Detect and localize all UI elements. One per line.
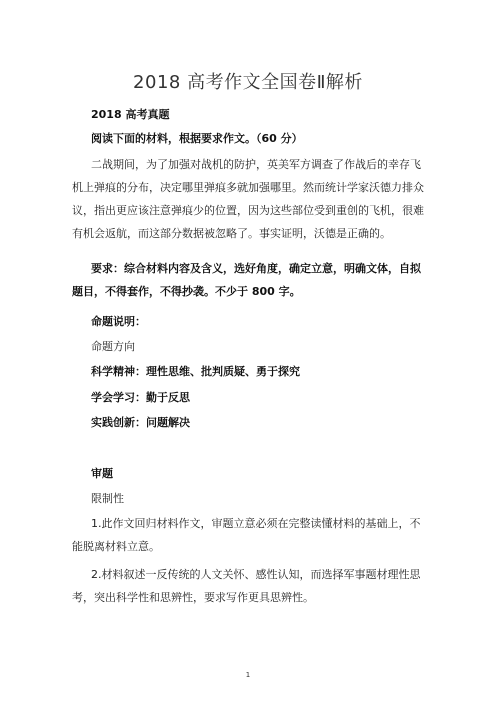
instruction-line: 阅读下面的材料，根据要求作文。（60 分） [91, 132, 303, 145]
science-spirit-line: 科学精神：理性思维、批判质疑、勇于探究 [91, 365, 300, 378]
review-heading: 审题 [91, 467, 113, 480]
requirement-paragraph: 要求：综合材料内容及含义，选好角度，确定立意，明确文体，自拟题目，不得套作，不得抄袭。不少于 800 字。 [72, 262, 421, 298]
direction-label: 命题方向 [91, 340, 135, 353]
section-exam-heading: 2018 高考真题 [91, 108, 170, 121]
proposition-heading: 命题说明： [91, 315, 146, 328]
document-title: 2018 高考作文全国卷Ⅱ解析 [133, 72, 363, 93]
point-1-paragraph: 1.此作文回归材料作文，审题立意必须在完整读懂材料的基础上，不能脱离材料立意。 [72, 517, 421, 553]
learning-line: 学会学习：勤于反思 [91, 391, 190, 404]
page-number: 1 [245, 671, 251, 679]
point-2-paragraph: 2.材料叙述一反传统的人文关怀、感性认知，而选择军事题材理性思考，突出科学性和思辨性，要求写作更具思辨性。 [72, 568, 421, 604]
practice-line: 实践创新：问题解决 [91, 416, 190, 429]
material-paragraph: 二战期间，为了加强对战机的防护，英美军方调查了作战后的幸存飞机上弹痕的分布，决定哪里弹痕多就加强哪里。然而统计学家沃德力排众议，指出更应该注意弹痕少的位置，因为这些部位受到重创的飞机，很难有机会返航，而这部分数据被忽略了。事实证明，沃德是正确的。 [72, 158, 424, 240]
restriction-label: 限制性 [91, 492, 124, 505]
